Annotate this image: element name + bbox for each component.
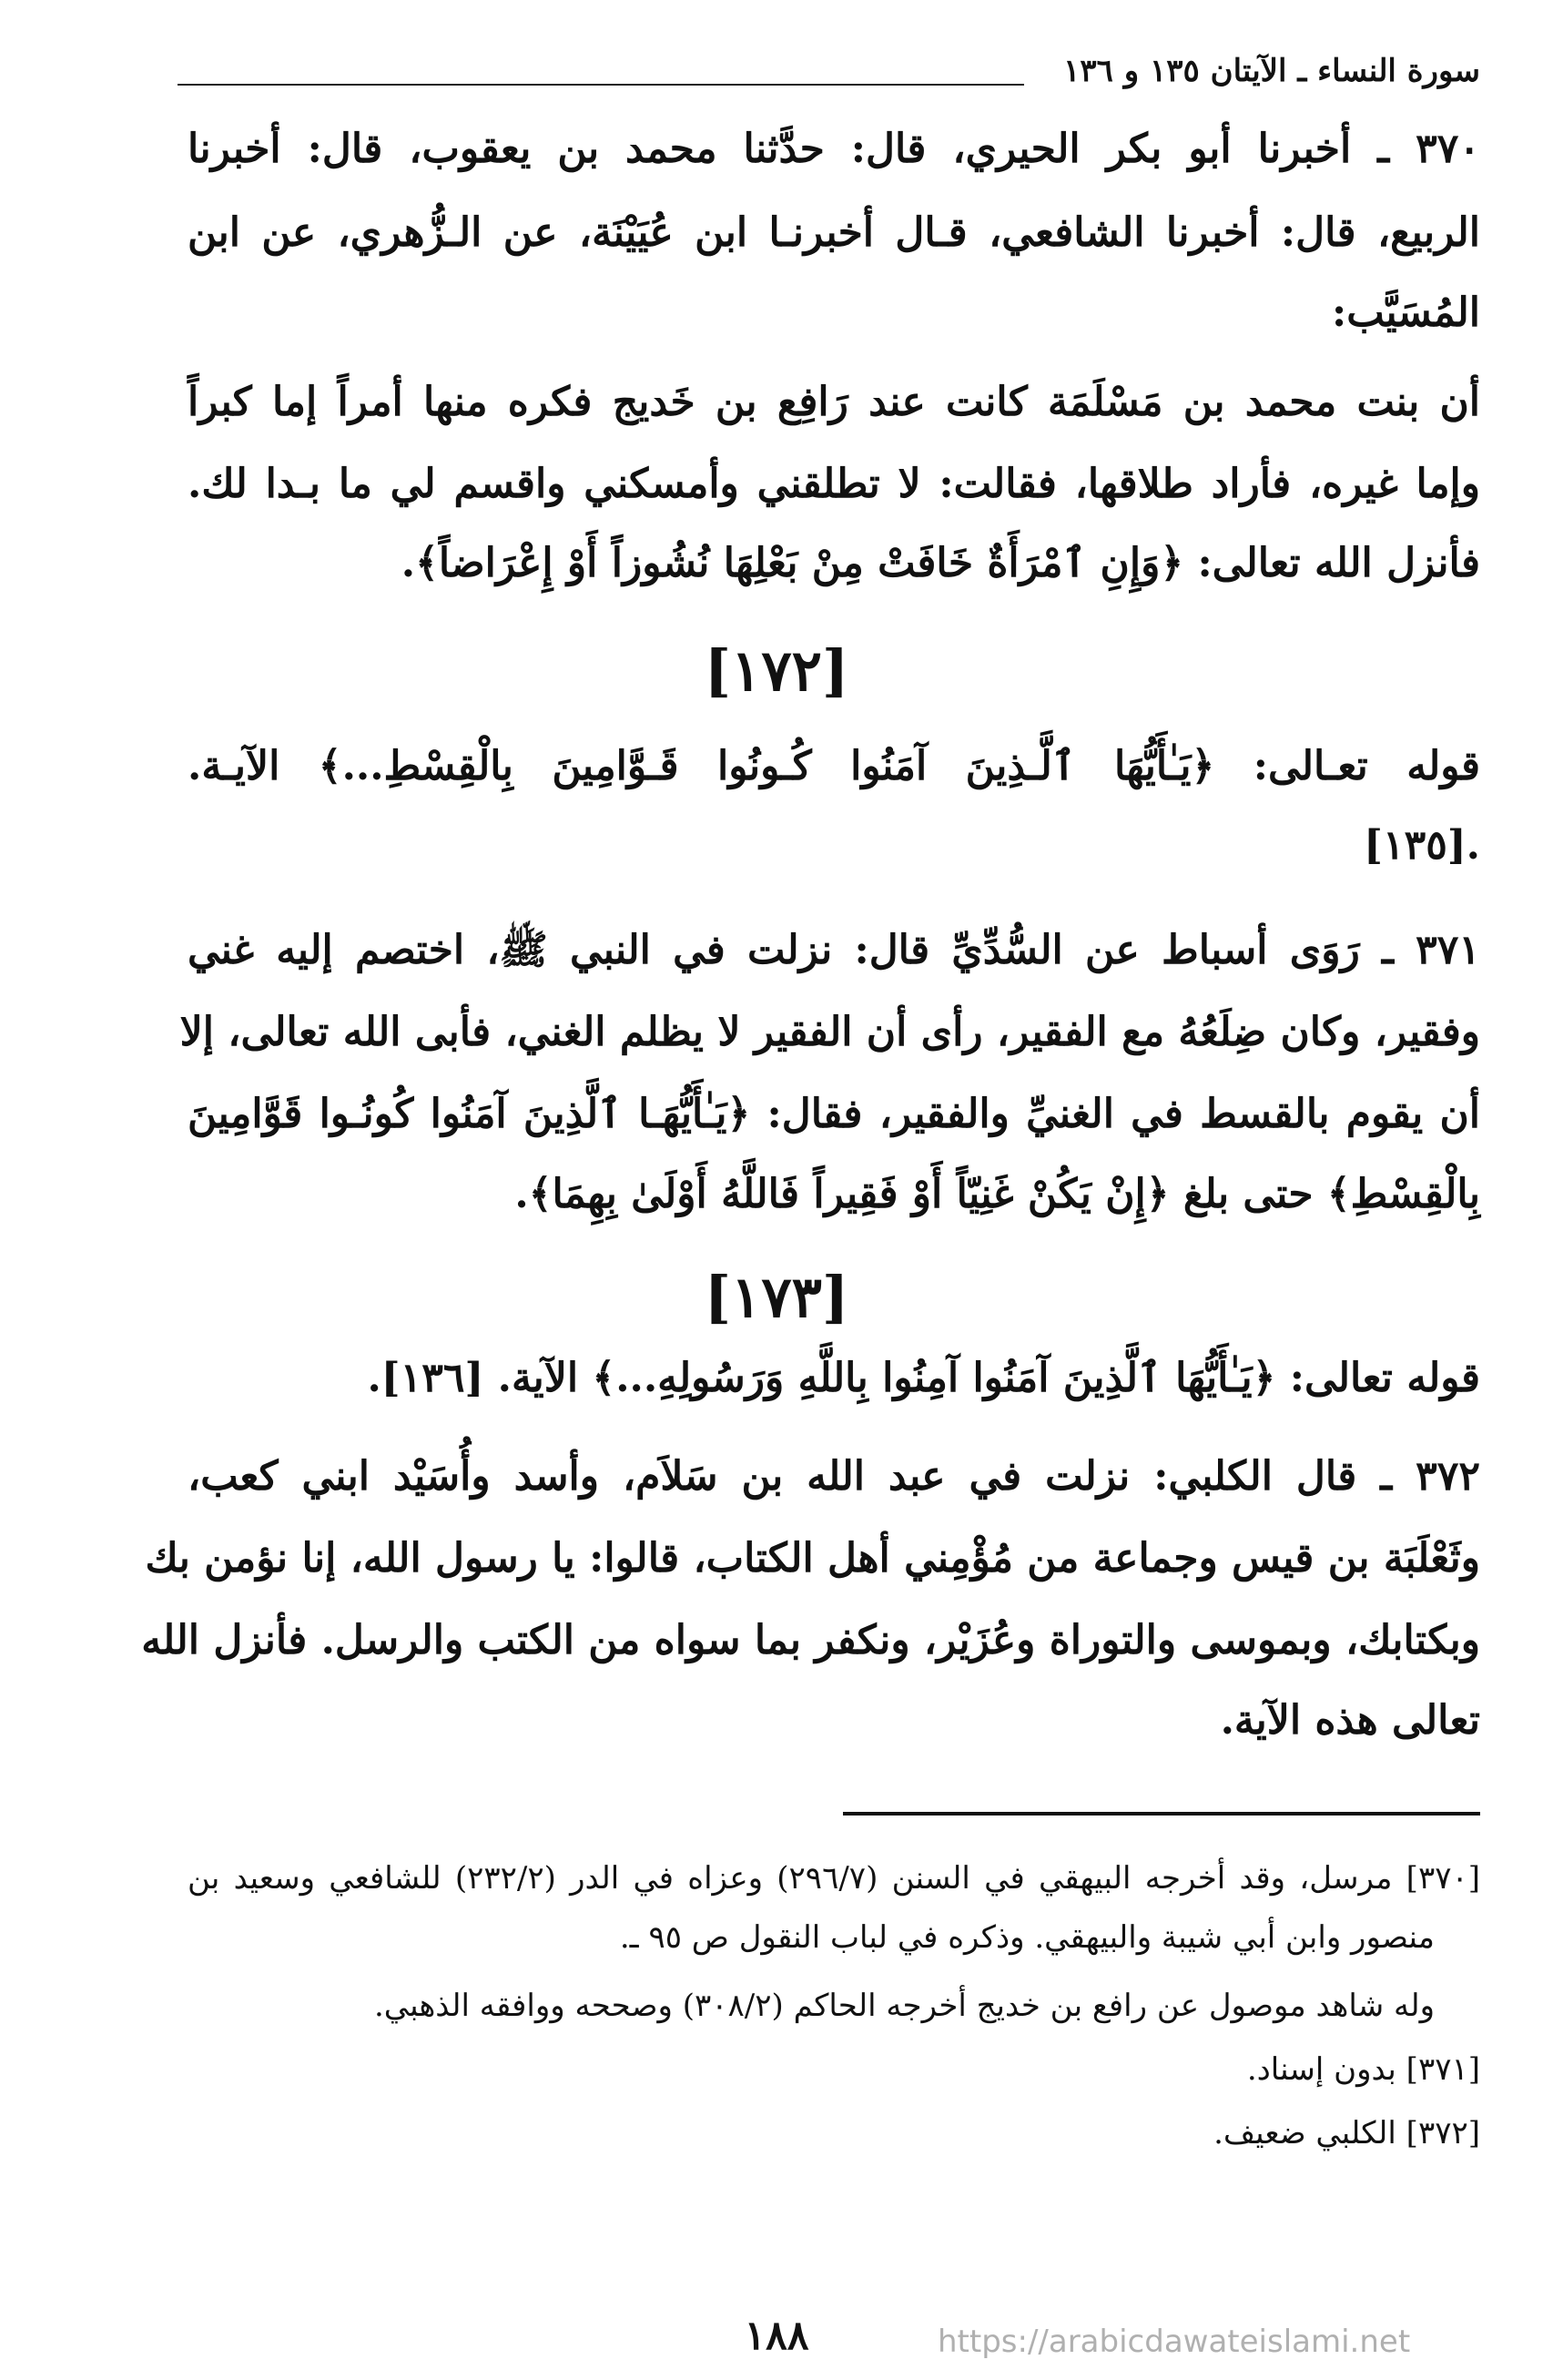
- text-line: قوله تعـالى: ﴿يَـٰأَيُّهَا ٱلَّـذِينَ آمَنُوا كُـونُوا قَـوَّامِينَ بِالْقِسْطِ...﴾ الآيـة.: [188, 743, 1480, 789]
- text-line: .[١٣٥]: [1364, 822, 1480, 869]
- text-line: فأنزل الله تعالى: ﴿وَإِنِ ٱمْرَأَةٌ خَافَتْ مِنْ بَعْلِهَا نُشُوزاً أَوْ إِعْرَاضاً﴾.: [401, 540, 1480, 586]
- text-line: وثَعْلَبَة بن قيس وجماعة من مُؤْمِني أهل الكتاب، قالوا: يا رسول الله، إنا نؤمن بك: [145, 1535, 1480, 1582]
- text-line: ٣٧٠ ـ أخبرنا أبو بكر الحيري، قال: حدَّثنا محمد بن يعقوب، قال: أخبرنا: [188, 126, 1480, 172]
- text-line: ٣٧١ ـ رَوَى أسباط عن السُّدِّيِّ قال: نزلت في النبي ﷺ، اختصم إليه غني: [188, 927, 1480, 973]
- text-line: وبكتابك، وبموسى والتوراة وعُزَيْر، ونكفر بما سواه من الكتب والرسل. فأنزل الله: [141, 1617, 1480, 1663]
- page-number: ١٨٨: [744, 2313, 809, 2359]
- text-line: المُسَيَّب:: [1331, 290, 1480, 336]
- watermark-url: https://arabicdawateislami.net: [938, 2324, 1411, 2360]
- text-line: وفقير، وكان ضِلَعُهُ مع الفقير، رأى أن الفقير لا يظلم الغني، فأبى الله تعالى، إلا: [179, 1009, 1480, 1055]
- footnote-line: [٣٧١] بدون إسناد.: [1246, 2051, 1480, 2088]
- text-line: تعالى هذه الآية.: [1220, 1697, 1480, 1744]
- header-rule: [178, 84, 1024, 86]
- text-line: أن بنت محمد بن مَسْلَمَة كانت عند رَافِع بن خَديج فكره منها أمراً إما كبراً: [188, 379, 1480, 425]
- text-line: بِالْقِسْطِ﴾ حتى بلغ ﴿إِنْ يَكُنْ غَنِيّاً أَوْ فَقِيراً فَاللَّهُ أَوْلَىٰ بِهِمَا﴾.: [514, 1171, 1480, 1217]
- footnote-line: منصور وابن أبي شيبة والبيهقي. وذكره في لباب النقول ص ٩٥ ـ.: [619, 1919, 1435, 1956]
- text-line: الربيع، قال: أخبرنا الشافعي، قـال أخبرنـا ابن عُيَيْنَة، عن الـزُّهري، عن ابن: [188, 209, 1480, 256]
- footnote-rule: [843, 1812, 1480, 1816]
- text-line: ٣٧٢ ـ قال الكلبي: نزلت في عبد الله بن سَلاَم، وأسد وأُسَيْد ابني كعب،: [188, 1453, 1480, 1500]
- section-heading: [١٧٢]: [704, 637, 849, 704]
- text-line: وإما غيره، فأراد طلاقها، فقالت: لا تطلقني وأمسكني واقسم لي ما بـدا لك.: [188, 461, 1480, 507]
- text-line: أن يقوم بالقسط في الغنيِّ والفقير، فقال: ﴿يَـٰأَيُّهَـا ٱلَّذِينَ آمَنُوا كُونُـوا قَوَّامِينَ: [188, 1091, 1481, 1137]
- text-line: قوله تعالى: ﴿يَـٰأَيُّهَا ٱلَّذِينَ آمَنُوا آمِنُوا بِاللَّهِ وَرَسُولِهِ...﴾ الآية. [١٣٦].: [367, 1355, 1480, 1401]
- footnote-line: وله شاهد موصول عن رافع بن خديج أخرجه الحاكم (٣٠٨/٢) وصححه ووافقه الذهبي.: [373, 1988, 1435, 2024]
- running-title: سورة النساء ـ الآيتان ١٣٥ و ١٣٦: [1063, 53, 1480, 89]
- section-heading: [١٧٣]: [704, 1264, 849, 1330]
- footnote-line: [٣٧٢] الكلبي ضعيف.: [1213, 2115, 1480, 2151]
- footnote-line: [٣٧٠] مرسل، وقد أخرجه البيهقي في السنن (٢٩٦/٧) وعزاه في الدر (٢٣٢/٢) للشافعي وسعيد بن: [188, 1860, 1481, 1897]
